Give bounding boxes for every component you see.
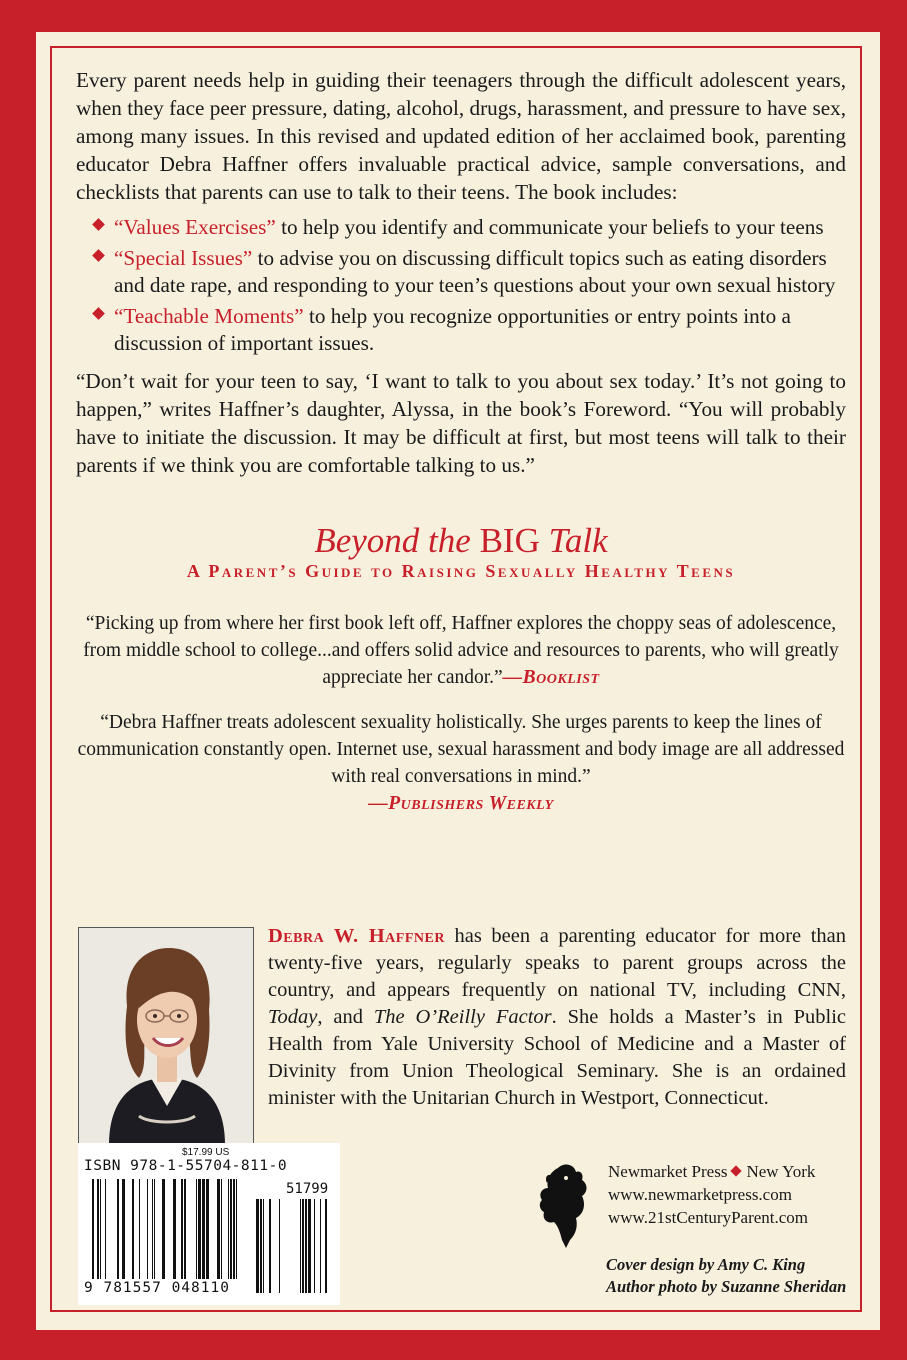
bio-text-1: has been a parenting educator for more than twenty-five years, regularly speaks to parent groups across the country, and appears frequently on national TV, including CNN, [268,925,846,1001]
main-content [76,66,846,817]
foreword-quote: “Don’t wait for your teen to say, ‘I want to talk to you about sex today.’ It’s not going to happen,” writes Haffner’s daughter, Alyssa, in the book’s Foreword. “You will probably have to initiate the discussion. It may be difficult at first, but most teens will talk to their parents if we think you are comfortable talking to us.” [76,369,846,477]
author-portrait-image [79,928,254,1144]
barcode-bar [236,1179,237,1279]
feature-text: to help you identify and communicate your beliefs to your teens [275,215,824,239]
isbn-number: ISBN 978-1-55704-811-0 [84,1158,288,1174]
publisher-city: New York [746,1162,816,1181]
bio-text-2: , and [317,1006,374,1028]
barcode-bar [228,1179,229,1279]
author-section [78,927,848,1147]
book-title-block [76,521,846,582]
title-part2: Talk [539,521,608,560]
barcode-bar [147,1179,148,1279]
review-text: “Debra Haffner treats adolescent sexuality holistically. She urges parents to keep the lines of communication constantly open. Internet use, sexual harassment and body image are all addressed with real conversations in mind.” [77,712,845,787]
review-publishers-weekly [76,709,846,817]
intro-paragraph: Every parent needs help in guiding their teenagers through the difficult adolescent years, when they face peer pressure, dating, alcohol, drugs, harassment, and pressure to have sex, among many issues. In this revised and updated edition of her acclaimed book, parenting educator Debra Haffner offers invaluable practical advice, sample conversations, and checklists that parents can use to talk to their teens. The book includes: [76,68,846,204]
title-big: BIG [479,521,540,560]
barcode-bar [152,1179,153,1279]
feature-label: “Special Issues” [114,246,253,270]
review-source: —Publishers Weekly [368,793,554,814]
book-subtitle: A Parent’s Guide to Raising Sexually Healthy Teens [186,561,736,581]
barcode-bar [97,1179,99,1279]
feature-text: to advise you on discussing difficult topics such as eating disorders and date rape, and responding to your teen’s questions about your own sexual history [114,246,836,297]
barcode-bar [92,1179,94,1279]
feature-label: “Teachable Moments” [114,304,304,328]
barcode-bar [300,1199,301,1293]
credits [606,1254,846,1298]
barcode-bar [260,1199,262,1293]
diamond-separator-icon [731,1165,742,1176]
bio-text-3: . She holds a Master’s in Public Health from Yale University School of Medicine and a Master of Divinity from Union Theological Seminary. She is an ordained minister with the Unitarian Church in Westport, Connecticut. [268,1006,847,1109]
barcode-bar [308,1199,311,1293]
barcode-bar [105,1179,106,1279]
feature-text: to help you recognize opportunities or entry points into a discussion of important issues. [114,304,791,355]
barcode-bar [256,1199,259,1293]
book-title [76,521,846,561]
review-text: “Picking up from where her first book left off, Haffner explores the choppy seas of adolescence, from middle school to college...and offers solid advice and resources to parents, who will greatly appreciate her candor.” [83,613,839,688]
author-photo [78,927,254,1144]
barcode-bar [173,1179,176,1279]
barcode-bar [320,1199,321,1293]
barcode-bar [154,1179,155,1279]
price-code: 51799 [286,1181,329,1197]
barcode-bar [305,1199,307,1293]
barcode-bar [233,1179,235,1279]
barcode-bar [263,1199,264,1293]
barcode-bar [302,1199,304,1293]
barcode-bar [230,1179,232,1279]
list-item [76,303,846,357]
feature-list [76,214,846,357]
ean-number: 9 781557 048110 [84,1280,230,1296]
barcode-bar [206,1179,209,1279]
title-part1: Beyond the [314,521,480,560]
diamond-bullet-icon [92,307,105,320]
barcode-bar [217,1179,220,1279]
barcode-bar [122,1179,125,1279]
barcode-bar [221,1179,222,1279]
barcode-bar [117,1179,119,1279]
publisher-url-2[interactable]: www.21stCenturyParent.com [608,1208,809,1227]
publisher-info [608,1160,815,1229]
list-item [76,214,846,241]
cover-credit: Cover design by Amy C. King [606,1255,806,1274]
barcode-bar [314,1199,315,1293]
barcode-bar [181,1179,183,1279]
list-item [76,245,846,299]
feature-label: “Values Exercises” [114,215,276,239]
photo-credit: Author photo by Suzanne Sheridan [606,1277,847,1296]
publisher-line [608,1160,815,1183]
diamond-bullet-icon [92,249,105,262]
bio-show-oreilly: The O’Reilly Factor [373,1006,552,1028]
barcode-bar [132,1179,134,1279]
barcode-bar [162,1179,165,1279]
bio-show-today: Today [268,1006,318,1028]
publisher-url-1[interactable]: www.newmarketpress.com [608,1185,792,1204]
barcode-bar [198,1179,201,1279]
barcode-bar [279,1199,280,1293]
barcode-bar [184,1179,186,1279]
barcode-bar [269,1199,271,1293]
barcode-bar [139,1179,140,1279]
publisher-name: Newmarket Press [608,1162,728,1181]
horse-logo-icon [536,1160,598,1250]
review-booklist [76,610,846,691]
barcode-bar [325,1199,327,1293]
author-bio [268,923,846,1112]
barcode-bar [100,1179,101,1279]
review-source: —Booklist [502,667,600,688]
author-name: Debra W. Haffner [268,925,445,947]
diamond-bullet-icon [92,218,105,231]
barcode-bar [196,1179,197,1279]
barcode-bar [202,1179,205,1279]
price-label: $17.99 US [182,1147,230,1158]
